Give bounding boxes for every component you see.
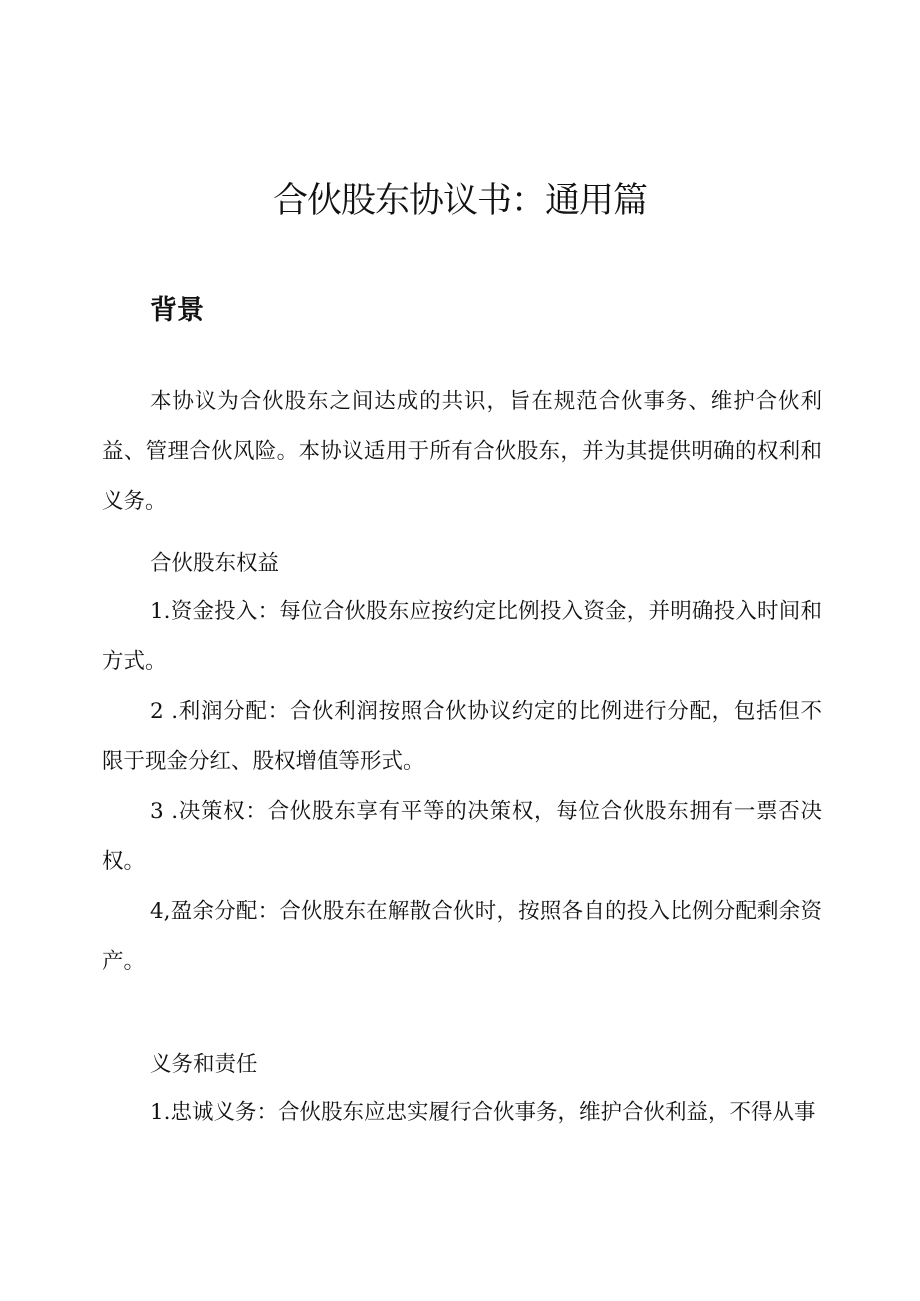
rights-item: 3 .决策权：合伙股东享有平等的决策权，每位合伙股东拥有一票否决权。	[102, 799, 822, 874]
document-title: 合伙股东协议书：通用篇	[272, 181, 647, 221]
rights-item: 4,盈余分配：合伙股东在解散合伙时，按照各自的投入比例分配剩余资产。	[102, 899, 822, 974]
rights-heading: 合伙股东权益	[150, 551, 280, 576]
background-paragraph: 本协议为合伙股东之间达成的共识，旨在规范合伙事务、维护合伙利益、管理合伙风险。本协议适用于所有合伙股东，并为其提供明确的权利和义务。	[102, 389, 822, 514]
duties-item: 1.忠诚义务：合伙股东应忠实履行合伙事务，维护合伙利益，不得从事	[150, 1100, 816, 1125]
duties-heading: 义务和责任	[150, 1052, 258, 1077]
rights-item: 2 .利润分配：合伙利润按照合伙协议约定的比例进行分配，包括但不限于现金分红、股权增值等形式。	[102, 699, 822, 774]
rights-item: 1.资金投入：每位合伙股东应按约定比例投入资金，并明确投入时间和方式。	[102, 599, 822, 674]
background-heading: 背景	[150, 295, 204, 326]
